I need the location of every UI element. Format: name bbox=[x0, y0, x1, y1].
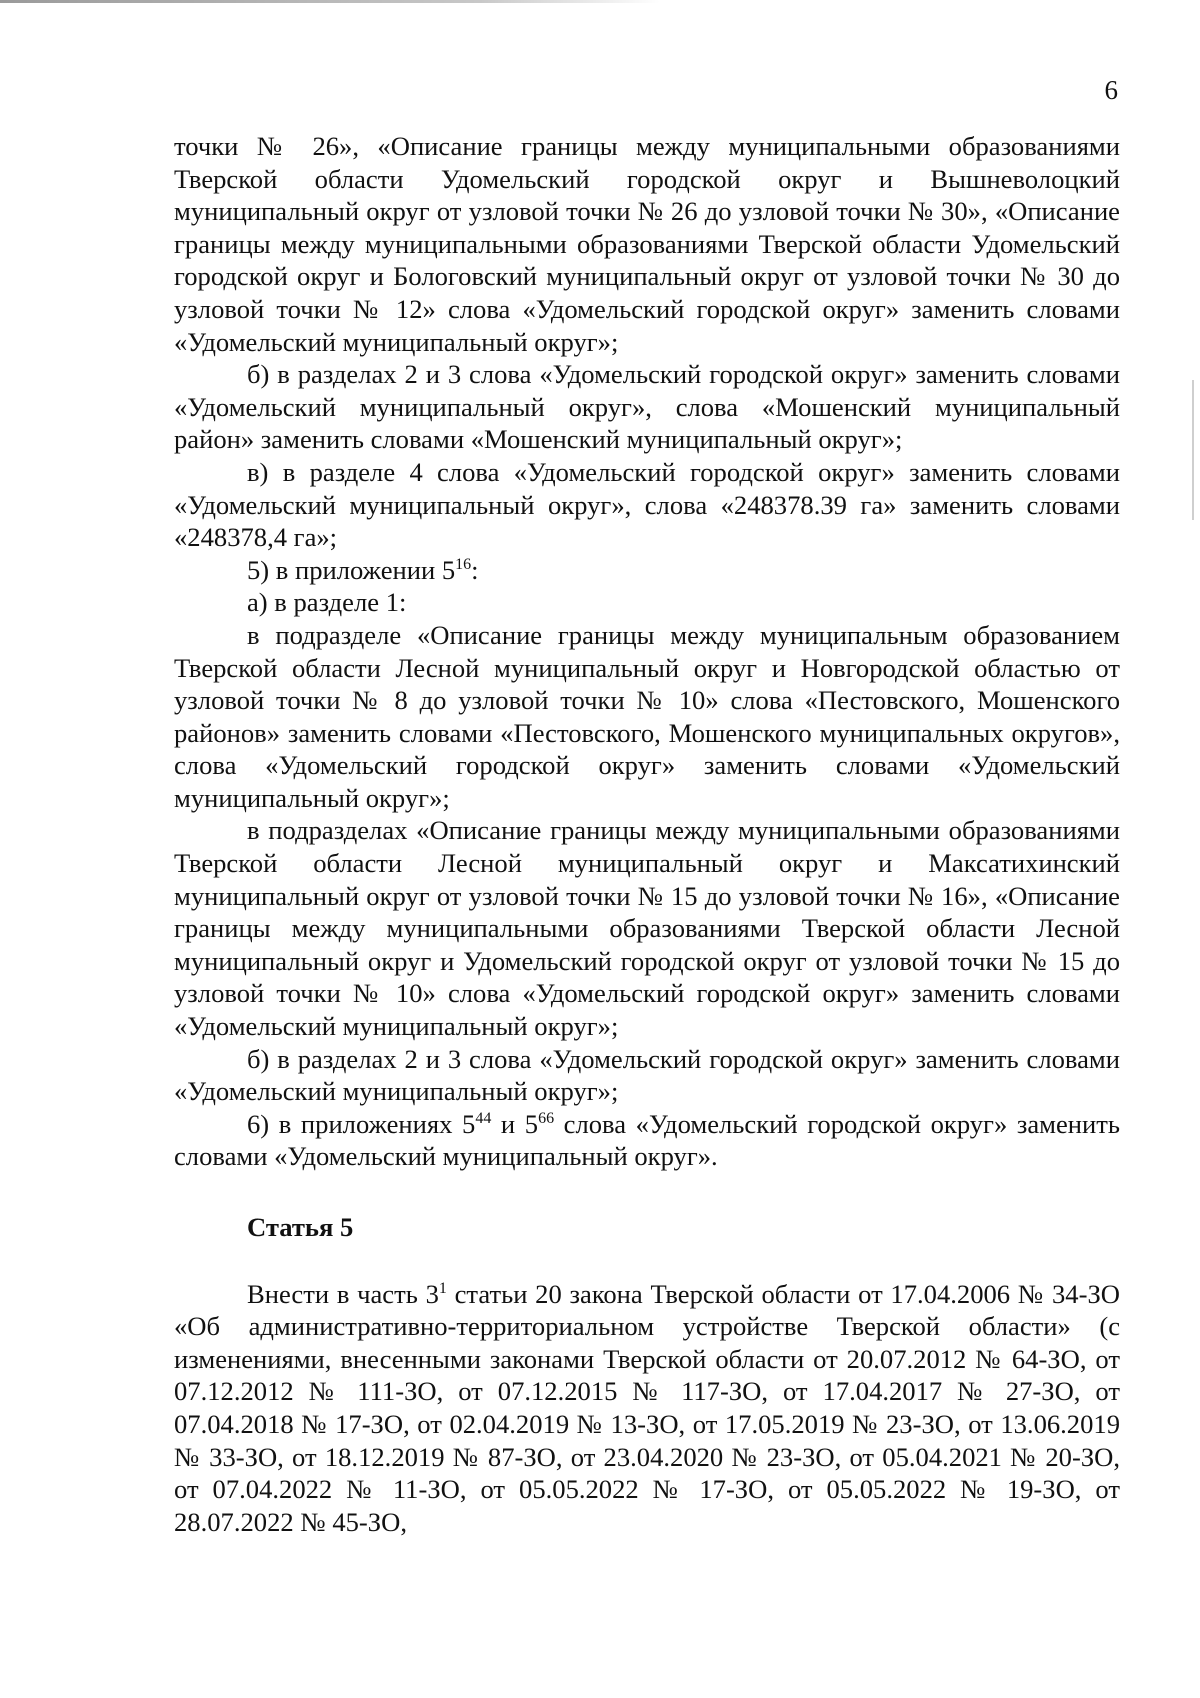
scan-edge-right bbox=[1192, 380, 1194, 520]
item6-middle: и 5 bbox=[491, 1108, 539, 1139]
article-suffix: статьи 20 закона Тверской области от 17.04.2006 № 34-ЗО «Об административно-территориальном устройстве Тверской области» (с изменениями, внесенными законами Тверской области от 20.07.2012 № 64-ЗО, от 07.12.2012 № 111-ЗО, от 07.12.2015 № 117-ЗО, от 17.04.2017 № 27-ЗО, от 07.04.2018 № 17-ЗО, от 02.04.2019 № 13-ЗО, от 17.05.2019 № 23-ЗО, от 13.06.2019 № 33-ЗО, от 18.12.2019 № 87-ЗО, от 23.04.2020 № 23-ЗО, от 05.04.2021 № 20-ЗО, от 07.04.2022 № 11-ЗО, от 05.05.2022 № 17-ЗО, от 05.05.2022 № 19-ЗО, от 28.07.2022 № 45-ЗО, bbox=[174, 1278, 1120, 1537]
item5-sup: 16 bbox=[455, 555, 472, 573]
item6-suffix: слова «Удомельский городской округ» заменить словами «Удомельский муниципальный округ». bbox=[174, 1108, 1121, 1172]
item5-suffix: : bbox=[471, 554, 479, 585]
paragraph-subsection-lesnoy-novgorod: в подразделе «Описание границы между муниципальным образованием Тверской области Лесной муниципальный округ и Новгородской областью от узловой точки № 8 до узловой точки № 10» слова «Пестовского, Мошенского районов» заменить словами «Пестовского, Мошенского муниципальных округов», слова «Удомельский городской округ» заменить словами «Удомельский муниципальный округ»; bbox=[174, 619, 1120, 813]
scan-edge-top bbox=[0, 0, 1200, 3]
paragraph-item-6 bbox=[174, 1108, 1120, 1173]
item6-prefix: 6) в приложениях 5 bbox=[247, 1108, 476, 1139]
paragraph-continuation: точки № 26», «Описание границы между муниципальными образованиями Тверской области Удомельский городской округ и Вышневолоцкий муниципальный округ от узловой точки № 26 до узловой точки № 30», «Описание границы между муниципальными образованиями Тверской области Удомельский городской округ и Бологовский муниципальный округ от узловой точки № 30 до узловой точки № 12» слова «Удомельский городской округ» заменить словами «Удомельский муниципальный округ»; bbox=[174, 131, 1120, 357]
paragraph-v-section-4: в) в разделе 4 слова «Удомельский городской округ» заменить словами «Удомельский муниципальный округ», слова «248378.39 га» заменить словами «248378,4 га»; bbox=[174, 456, 1120, 553]
article-prefix: Внести в часть 3 bbox=[247, 1278, 439, 1309]
article-heading: Статья 5 bbox=[247, 1212, 354, 1242]
paragraph-item-5a: а) в разделе 1: bbox=[247, 587, 407, 618]
paragraph-b-sections-2-3-second: б) в разделах 2 и 3 слова «Удомельский городской округ» заменить словами «Удомельский муниципальный округ»; bbox=[174, 1043, 1120, 1107]
item6-sup2: 66 bbox=[538, 1109, 555, 1127]
document-body bbox=[174, 130, 1120, 1538]
paragraph-article-5 bbox=[174, 1278, 1120, 1539]
paragraph-item-5 bbox=[174, 554, 1120, 587]
item6-sup1: 44 bbox=[475, 1109, 492, 1127]
page-number: 6 bbox=[1104, 75, 1118, 105]
paragraph-b-sections-2-3: б) в разделах 2 и 3 слова «Удомельский городской округ» заменить словами «Удомельский муниципальный округ», слова «Мошенский муниципальный район» заменить словами «Мошенский муниципальный округ»; bbox=[174, 359, 1120, 455]
paragraph-subsections-lesnoy: в подразделах «Описание границы между муниципальными образованиями Тверской области Лесной муниципальный округ и Максатихинский муниципальный округ от узловой точки № 15 до узловой точки № 16», «Описание границы между муниципальными образованиями Тверской области Лесной муниципальный округ и Удомельский городской округ от узловой точки № 15 до узловой точки № 10» слова «Удомельский городской округ» заменить словами «Удомельский муниципальный округ»; bbox=[174, 815, 1120, 1042]
article-sup: 1 bbox=[438, 1279, 447, 1297]
item5-prefix: 5) в приложении 5 bbox=[247, 554, 456, 585]
